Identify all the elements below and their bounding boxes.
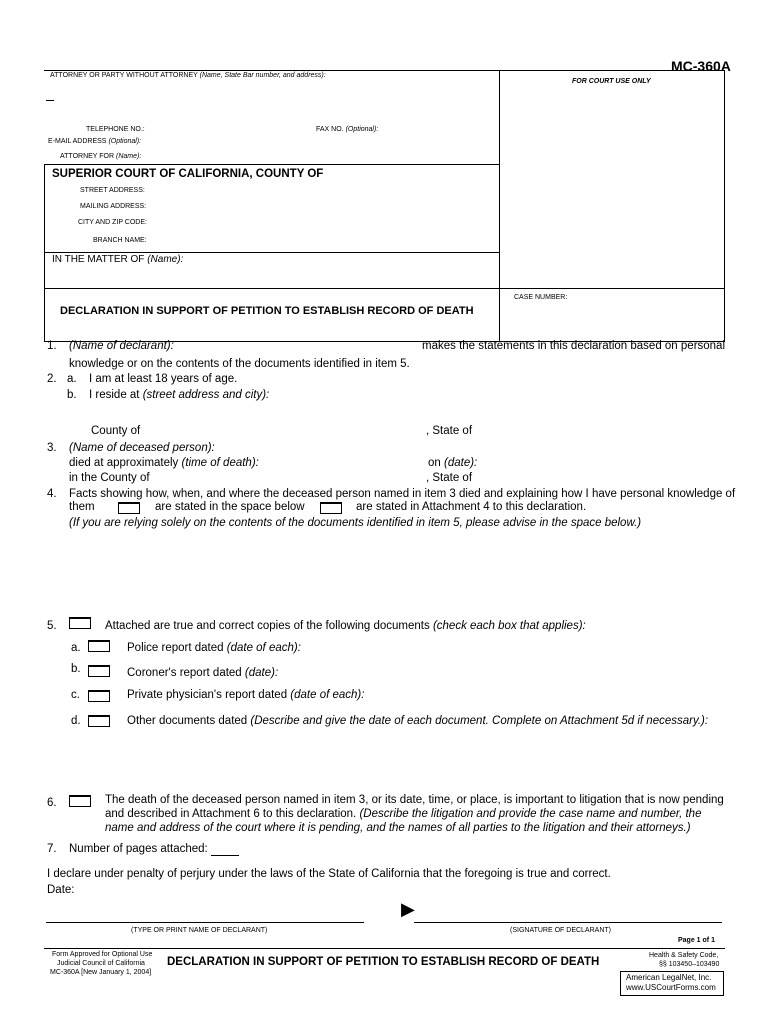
fax-label: FAX NO. (Optional): [316, 126, 379, 133]
county-of-label: County of [91, 425, 141, 437]
caption-left-edge [44, 164, 45, 341]
attorney-dash [46, 100, 54, 101]
item4-attachment-checkbox[interactable] [320, 502, 342, 514]
item5d-checkbox[interactable] [88, 715, 110, 727]
item5-checkbox[interactable] [69, 617, 91, 629]
caption-top-rule [44, 70, 725, 71]
caption-right-edge [724, 70, 725, 341]
court-title: SUPERIOR COURT OF CALIFORNIA, COUNTY OF [52, 168, 324, 180]
item4-space-below-checkbox[interactable] [118, 502, 140, 514]
item2a-text: I am at least 18 years of age. [89, 373, 238, 385]
item4-text: Facts showing how, when, and where the deceased person named in item 3 died and explaining how I have personal knowledge of [69, 488, 736, 500]
item3-state-label: , State of [426, 472, 473, 484]
item6-checkbox[interactable] [69, 795, 91, 807]
item5a-checkbox[interactable] [88, 640, 110, 652]
item5-number: 5. [47, 620, 57, 632]
attorney-rule [44, 164, 499, 165]
item5-text: Attached are true and correct copies of the following documents (check each box that applies): [105, 620, 586, 632]
footer-rule [44, 948, 725, 949]
item5c-checkbox[interactable] [88, 690, 110, 702]
attorney-name-input[interactable] [50, 84, 490, 98]
attorney-label: ATTORNEY OR PARTY WITHOUT ATTORNEY (Name, State Bar number, and address): [50, 72, 326, 79]
item5d-letter: d. [71, 715, 81, 727]
signature-arrow-icon: ▶ [401, 899, 415, 919]
item5b-checkbox[interactable] [88, 665, 110, 677]
item3-county-label: in the County of [69, 472, 150, 484]
case-number-label: CASE NUMBER: [514, 294, 568, 301]
form-id: MC-360A [671, 58, 731, 74]
name-line [46, 922, 364, 923]
item7-text: Number of pages attached: [69, 843, 208, 855]
legalnet-line1: American LegalNet, Inc. [626, 973, 712, 982]
item7-number: 7. [47, 843, 57, 855]
court-use-label: FOR COURT USE ONLY [572, 78, 651, 85]
item2b-letter: b. [67, 389, 77, 401]
street-address-label: STREET ADDRESS: [80, 187, 145, 194]
item6-text-cont: and described in Attachment 6 to this declaration. (Describe the litigation and provide the case name and number, the [105, 808, 702, 820]
item6-text: The death of the deceased person named in item 3, or its date, time, or place, is important to litigation that is now pending [105, 794, 724, 806]
item2-number: 2. [47, 373, 57, 385]
declarant-name-input[interactable] [50, 906, 360, 921]
item4-them: them [69, 501, 95, 513]
signature-line [414, 922, 722, 923]
telephone-label: TELEPHONE NO.: [86, 126, 145, 133]
page-number: Page 1 of 1 [678, 937, 715, 944]
item2b-text: I reside at (street address and city): [89, 389, 270, 401]
item4-note: (If you are relying solely on the contents of the documents identified in item 5, please advise in the space below.) [69, 517, 642, 529]
item5a-text: Police report dated (date of each): [127, 642, 301, 654]
item1-number: 1. [47, 340, 57, 352]
declaration-statement: I declare under penalty of perjury under the laws of the State of California that the foregoing is true and correct. [47, 868, 611, 880]
case-number-input[interactable] [510, 306, 715, 322]
item4-attachment-text: are stated in Attachment 4 to this declaration. [356, 501, 587, 513]
item1-declarant-label: (Name of declarant): [69, 340, 174, 352]
item5a-letter: a. [71, 642, 81, 654]
item3-deceased-label: (Name of deceased person): [69, 442, 215, 454]
caption-divider [499, 70, 500, 341]
item3-number: 3. [47, 442, 57, 454]
code-line1: Health & Safety Code, [649, 952, 719, 959]
item5b-text: Coroner's report dated (date): [127, 667, 279, 679]
state-of-label: , State of [426, 425, 473, 437]
item6-number: 6. [47, 797, 57, 809]
city-zip-label: CITY AND ZIP CODE: [78, 219, 147, 226]
item4-facts-textarea[interactable] [69, 534, 719, 610]
date-input[interactable] [84, 883, 284, 897]
footer-title: DECLARATION IN SUPPORT OF PETITION TO ESTABLISH RECORD OF DEATH [167, 956, 600, 968]
matter-rule [44, 288, 725, 289]
doc-title: DECLARATION IN SUPPORT OF PETITION TO ESTABLISH RECORD OF DEATH [60, 305, 474, 317]
item5d-text: Other documents dated (Describe and give the date of each document. Complete on Attachment 5d if necessary.): [127, 715, 709, 727]
item1-text-cont: knowledge or on the contents of the documents identified in item 5. [69, 358, 410, 370]
item5c-letter: c. [71, 689, 80, 701]
item7-pages-input[interactable] [212, 842, 238, 855]
approved-line1: Form Approved for Optional Use [52, 951, 153, 958]
item5d-textarea[interactable] [127, 732, 717, 787]
item4-number: 4. [47, 488, 57, 500]
code-line2: §§ 103450–103490 [659, 961, 720, 968]
date-label: Date: [47, 884, 75, 896]
item3-time-label: died at approximately (time of death): [69, 457, 259, 469]
matter-label: IN THE MATTER OF (Name): [52, 254, 184, 265]
type-name-label: (TYPE OR PRINT NAME OF DECLARANT) [131, 927, 268, 934]
item3-date-label: on (date): [428, 457, 478, 469]
item7-pages-line [211, 855, 239, 856]
attorney-for-label: ATTORNEY FOR (Name): [60, 153, 142, 160]
email-label: E-MAIL ADDRESS (Optional): [48, 138, 142, 145]
item1-text: makes the statements in this declaration based on personal [422, 340, 726, 352]
court-rule [44, 252, 499, 253]
approved-line2: Judicial Council of California [57, 960, 145, 967]
mailing-address-label: MAILING ADDRESS: [80, 203, 147, 210]
branch-name-label: BRANCH NAME: [93, 237, 147, 244]
legalnet-link[interactable]: www.USCourtForms.com [626, 983, 716, 992]
item6-text-cont2: name and address of the court where it is pending, and the names of all parties to the litigation and their attorneys.) [105, 822, 691, 834]
item5b-letter: b. [71, 663, 81, 675]
approved-line3: MC-360A [New January 1, 2004] [50, 969, 152, 976]
item5c-text: Private physician's report dated (date of each): [127, 689, 365, 701]
signature-label: (SIGNATURE OF DECLARANT) [510, 927, 611, 934]
item2a-letter: a. [67, 373, 77, 385]
item4-space-below-text: are stated in the space below [155, 501, 305, 513]
